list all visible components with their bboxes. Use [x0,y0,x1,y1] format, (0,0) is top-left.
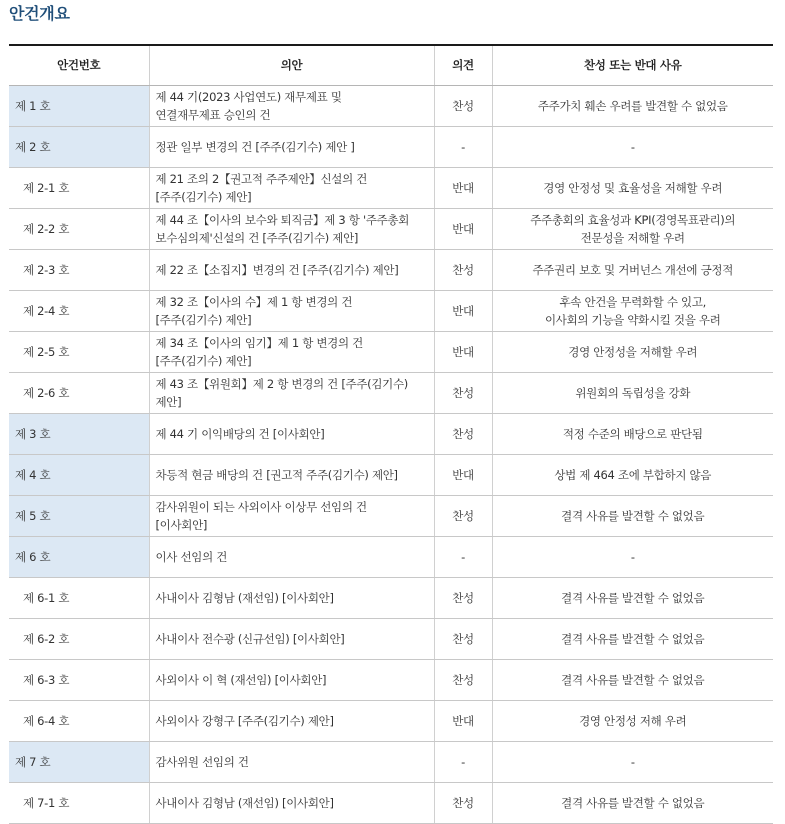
agenda-title [149,413,434,454]
agenda-title [149,495,434,536]
agenda-title-line: [주주(김기수) 제안] [155,353,252,368]
reason [492,495,773,536]
table-row [9,577,773,618]
reason-line: 이사회의 기능을 약화시킬 것을 우려 [544,312,721,327]
agenda-number: 제 6-4 호 [9,700,149,741]
agenda-title-line: 제 44 기 이익배당의 건 [이사회안] [155,426,325,441]
table-body [9,85,773,823]
agenda-title-line: 제 32 조【이사의 수】제 1 항 변경의 건 [155,294,353,309]
opinion: 찬성 [434,782,492,823]
agenda-number: 제 7 호 [9,741,149,782]
reason-line: 결격 사유를 발견할 수 없었음 [561,508,705,523]
agenda-title-line: 정관 일부 변경의 건 [주주(김기수) 제안 ] [155,139,355,154]
table-row [9,290,773,331]
agenda-number: 제 2-5 호 [9,331,149,372]
opinion: 반대 [434,331,492,372]
reason-line: 주주총회의 효율성과 KPI(경영목표관리)의 [530,212,736,227]
agenda-number: 제 1 호 [9,85,149,126]
reason [492,454,773,495]
table-row [9,741,773,782]
agenda-title [149,454,434,495]
reason [492,331,773,372]
page-title: 안건개요 [9,4,70,23]
opinion: 찬성 [434,413,492,454]
agenda-title [149,331,434,372]
agenda-title-line: 이사 선임의 건 [155,549,228,564]
table-header-row [9,45,773,85]
agenda-title-line: 제 44 기(2023 사업연도) 재무제표 및 [155,89,342,104]
opinion: 찬성 [434,495,492,536]
reason [492,85,773,126]
agenda-number: 제 6-3 호 [9,659,149,700]
reason [492,290,773,331]
table-row [9,454,773,495]
agenda-title [149,249,434,290]
reason-line: 전문성을 저해할 우려 [580,230,685,245]
agenda-title-line: 감사위원이 되는 사외이사 이상무 선임의 건 [155,499,367,514]
reason-line: 경영 안정성 및 효율성을 저해할 우려 [543,180,723,195]
reason [492,577,773,618]
opinion: 반대 [434,208,492,249]
reason [492,372,773,413]
agenda-number: 제 6 호 [9,536,149,577]
agenda-title-line: 사외이사 이 혁 (재선임) [이사회안] [155,672,327,687]
reason-line: 위원회의 독립성을 강화 [575,385,691,400]
table-row [9,85,773,126]
reason [492,741,773,782]
reason-line: 경영 안정성 저해 우려 [579,713,687,728]
agenda-title-line: 차등적 현금 배당의 건 [권고적 주주(김기수) 제안] [155,467,398,482]
reason [492,126,773,167]
reason-line: - [630,754,635,769]
agenda-number: 제 6-2 호 [9,618,149,659]
agenda-title-line: 보수심의제'신설의 건 [주주(김기수) 제안] [155,230,359,245]
opinion: 찬성 [434,85,492,126]
agenda-title-line: [주주(김기수) 제안] [155,312,252,327]
opinion: 반대 [434,454,492,495]
agenda-number: 제 4 호 [9,454,149,495]
agenda-title [149,741,434,782]
agenda-title-line: 제 22 조【소집지】변경의 건 [주주(김기수) 제안] [155,262,399,277]
reason-line: 결격 사유를 발견할 수 없었음 [561,631,705,646]
reason-line: 결격 사유를 발견할 수 없었음 [561,590,705,605]
reason-line: 주주권리 보호 및 거버넌스 개선에 긍정적 [532,262,734,277]
reason-line: - [630,139,635,154]
reason [492,167,773,208]
opinion: 반대 [434,700,492,741]
agenda-title-line: [주주(김기수) 제안] [155,189,252,204]
header-agenda-number: 안건번호 [9,45,149,85]
reason-line: - [630,549,635,564]
table-row [9,782,773,823]
table-row [9,208,773,249]
agenda-number: 제 2-1 호 [9,167,149,208]
agenda-title [149,290,434,331]
opinion: 찬성 [434,372,492,413]
agenda-title [149,577,434,618]
opinion: - [434,536,492,577]
reason [492,700,773,741]
opinion: - [434,126,492,167]
agenda-table [9,44,773,824]
opinion: 찬성 [434,618,492,659]
agenda-title-line: 제 21 조의 2【권고적 주주제안】신설의 건 [155,171,368,186]
reason [492,208,773,249]
agenda-title-line: 제 43 조【위원회】제 2 항 변경의 건 [주주(김기수) [155,376,408,391]
reason [492,536,773,577]
reason-line: 후속 안건을 무력화할 수 있고, [559,294,706,309]
reason-line: 결격 사유를 발견할 수 없었음 [561,672,705,687]
header-reason: 찬성 또는 반대 사유 [492,45,773,85]
agenda-number: 제 7-1 호 [9,782,149,823]
agenda-title [149,659,434,700]
opinion: 반대 [434,290,492,331]
agenda-title-line: 감사위원 선임의 건 [155,754,249,769]
opinion: 찬성 [434,249,492,290]
opinion: 반대 [434,167,492,208]
opinion: - [434,741,492,782]
table-row [9,331,773,372]
opinion: 찬성 [434,577,492,618]
reason-line: 적정 수준의 배당으로 판단됨 [562,426,703,441]
reason [492,782,773,823]
agenda-number: 제 2-3 호 [9,249,149,290]
reason-line: 경영 안정성을 저해할 우려 [568,344,698,359]
agenda-title-line: 사내이사 전수광 (신규선임) [이사회안] [155,631,345,646]
agenda-title [149,700,434,741]
table-row [9,126,773,167]
header-opinion: 의견 [434,45,492,85]
reason [492,659,773,700]
table-row [9,495,773,536]
agenda-number: 제 6-1 호 [9,577,149,618]
agenda-title-line: 제 34 조【이사의 임기】제 1 항 변경의 건 [155,335,363,350]
opinion: 찬성 [434,659,492,700]
agenda-title-line: [이사회안] [155,517,208,532]
reason [492,413,773,454]
table-row [9,249,773,290]
table-row [9,700,773,741]
reason-line: 결격 사유를 발견할 수 없었음 [561,795,705,810]
agenda-title [149,372,434,413]
agenda-number: 제 2 호 [9,126,149,167]
header-agenda-title: 의안 [149,45,434,85]
agenda-title-line: 사내이사 김형남 (재선임) [이사회안] [155,590,334,605]
agenda-title [149,126,434,167]
agenda-title-line: 사내이사 김형남 (재선임) [이사회안] [155,795,334,810]
agenda-number: 제 3 호 [9,413,149,454]
reason [492,249,773,290]
reason [492,618,773,659]
agenda-title [149,85,434,126]
agenda-number: 제 5 호 [9,495,149,536]
agenda-title [149,167,434,208]
agenda-title-line: 제안] [155,394,182,409]
agenda-title [149,208,434,249]
agenda-number: 제 2-6 호 [9,372,149,413]
agenda-title [149,618,434,659]
reason-line: 상법 제 464 조에 부합하지 않음 [554,467,712,482]
agenda-title [149,782,434,823]
agenda-number: 제 2-4 호 [9,290,149,331]
table-row [9,372,773,413]
reason-line: 주주가치 훼손 우려를 발견할 수 없었음 [537,98,728,113]
agenda-title-line: 제 44 조【이사의 보수와 퇴직금】제 3 항 '주주총회 [155,212,410,227]
table-row [9,413,773,454]
agenda-number: 제 2-2 호 [9,208,149,249]
table-row [9,536,773,577]
agenda-title-line: 연결재무제표 승인의 건 [155,107,271,122]
agenda-title-line: 사외이사 강형구 [주주(김기수) 제안] [155,713,334,728]
table-row [9,167,773,208]
table-row [9,659,773,700]
table-row [9,618,773,659]
agenda-title [149,536,434,577]
